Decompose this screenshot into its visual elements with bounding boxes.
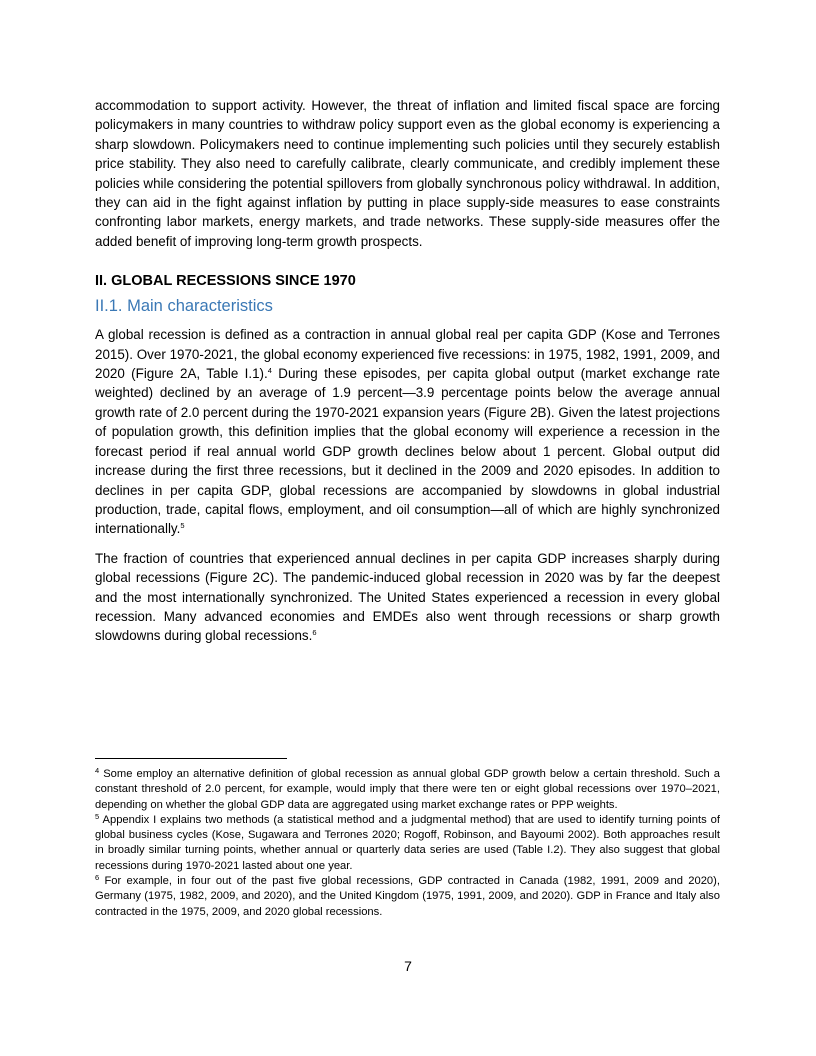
footnote-6 [95,874,720,920]
section-heading: II. GLOBAL RECESSIONS SINCE 1970 [95,273,356,290]
paragraph-fraction [95,549,720,646]
footnote-ref-5[interactable]: 5 [180,521,185,531]
subsection-heading: II.1. Main characteristics [95,297,273,316]
footnote-ref-6[interactable]: 6 [312,628,317,638]
footnote-divider [95,758,287,759]
footnote-4 [95,767,720,813]
footnote-ref-4[interactable]: 4 [267,366,272,376]
footnote-4-number: 4 [95,766,100,775]
footnote-5 [95,813,720,874]
footnote-6-number: 6 [95,873,100,883]
paragraph-fraction-text: The fraction of countries that experienced annual declines in per capita GDP increases sharply during global recessions (Figure 2C). The pandemic-induced global recession in 2020 was by far the deepest and the most internationally synchronized. The United States experienced a recession in every global recession. Many advanced economies and EMDEs also went through recessions or sharp growth slowdowns during global recessions. [95,550,720,644]
page-body [95,96,720,646]
paragraph-definition-part1: A global recession is defined as a contraction in annual global real per capita GDP (Kose and Terrones 2015). Over 1970-2021, the global economy experienced five recessions: in 1975, 1982, 1991, 2009, and 2020 (Figure 2A, Table I.1). [95,327,720,382]
paragraph-policy: accommodation to support activity. However, the threat of inflation and limited fiscal space are forcing policymakers in many countries to withdraw policy support even as the global economy is experiencing a sharp slowdown. Policymakers need to continue implementing such policies until they securely establish price stability. They also need to carefully calibrate, clearly communicate, and credibly implement these policies while considering the potential spillovers from globally synchronous policy withdrawal. In addition, they can aid in the fight against inflation by putting in place supply-side measures to ease constraints confronting labor markets, energy markets, and trade networks. These supply-side measures offer the added benefit of improving long-term growth prospects. [95,98,720,249]
paragraph-definition [95,325,720,538]
footnote-5-number: 5 [95,811,100,821]
page-number: 7 [404,958,412,974]
footnotes [95,767,720,920]
footnote-5-text: Appendix I explains two methods (a statistical method and a judgmental method) that are used to identify turning points of global business cycles (Kose, Sugawara and Terrones 2020; Rogoff, Robinson, and Bayoumi 2002). Both approaches result in broadly similar turning points, whether annual or quarterly data series are used (Table I.2). They also suggest that global recessions during 1970-2021 lasted about one year. [95,813,720,872]
footnote-6-text: For example, in four out of the past five global recessions, GDP contracted in Canada (1982, 1991, 2009 and 2020), Germany (1975, 1982, 2009, and 2020), and the United Kingdom (1975, 1991, 2009, and 2020). GDP in France and Italy also contracted in the 1975, 2009, and 2020 global recessions. [95,875,720,918]
footnote-4-text: Some employ an alternative definition of global recession as annual global GDP growth below a certain threshold. Such a constant threshold of 2.0 percent, for example, would imply that there were ten or eight global recessions over 1970–2021, depending on whether the global GDP data are aggregated using market exchange rates or PPP weights. [95,768,720,811]
paragraph-definition-part2: During these episodes, per capita global output (market exchange rate weighted) declined by an average of 1.9 percent—3.9 percentage points below the average annual growth rate of 2.0 percent during the 1970-2021 expansion years (Figure 2B). Given the latest projections of population growth, this definition implies that the global economy will experience a recession in the forecast period if real annual world GDP growth declines below about 1 percent. Global output did increase during the first three recessions, but it declined in the 2009 and 2020 episodes. In addition to declines in per capita GDP, global recessions are accompanied by slowdowns in global industrial production, trade, capital flows, employment, and oil consumption—all of which are highly synchronized internationally. [95,366,720,537]
